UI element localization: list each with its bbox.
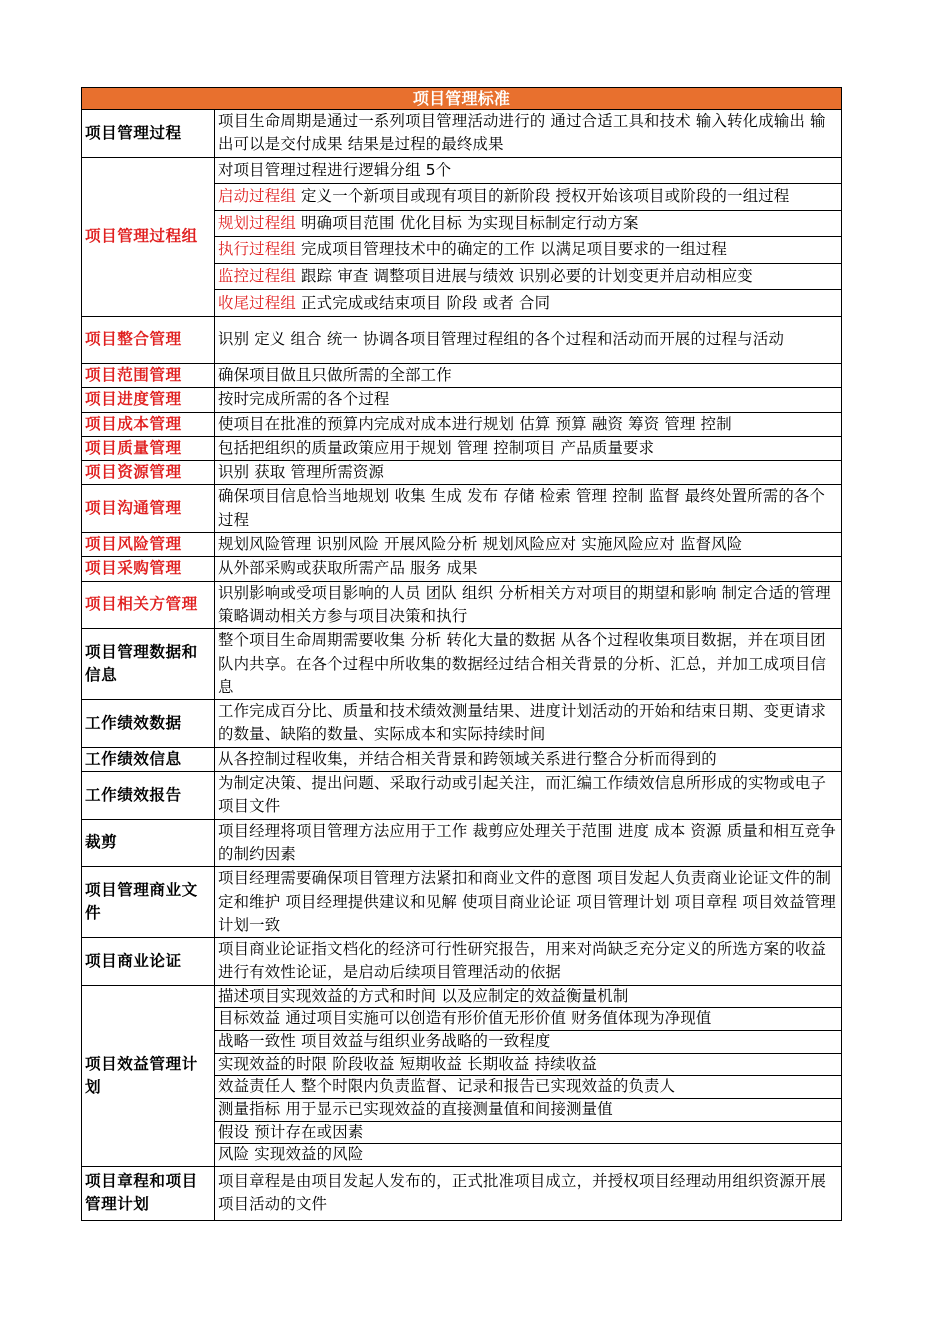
row-content: 从外部采购或获取所需产品 服务 成果 [215, 557, 842, 581]
table-row [82, 629, 842, 700]
table-row [82, 316, 842, 363]
line-text: 跟踪 审查 调整项目进展与绩效 识别必要的计划变更并启动相应变 [295, 266, 753, 285]
table-row [82, 110, 842, 158]
row-content-line [215, 985, 842, 1008]
row-label: 项目质量管理 [82, 436, 215, 460]
table-row [82, 157, 842, 184]
table-row [82, 1166, 842, 1220]
table-row [82, 485, 842, 533]
row-label: 项目整合管理 [82, 316, 215, 363]
row-content: 使项目在批准的预算内完成对成本进行规划 估算 预算 融资 筹资 管理 控制 [215, 412, 842, 436]
row-label: 工作绩效报告 [82, 772, 215, 820]
row-content-line [215, 210, 842, 237]
row-label: 裁剪 [82, 819, 215, 867]
line-text: 效益责任人 整个时限内负责监督、记录和报告已实现效益的负责人 [218, 1077, 676, 1096]
row-label: 工作绩效数据 [82, 700, 215, 748]
row-label: 项目相关方管理 [82, 581, 215, 629]
table-row [82, 985, 842, 1008]
line-text: 明确项目范围 优化目标 为实现目标制定行动方案 [295, 213, 639, 232]
row-content: 识别影响或受项目影响的人员 团队 组织 分析相关方对项目的期望和影响 制定合适的管理策略调动相关方参与项目决策和执行 [215, 581, 842, 629]
row-content: 包括把组织的质量政策应用于规划 管理 控制项目 产品质量要求 [215, 436, 842, 460]
table-row [82, 819, 842, 867]
line-text: 假设 预计存在或因素 [218, 1122, 364, 1141]
table-row [82, 557, 842, 581]
line-text: 测量指标 用于显示已实现效益的直接测量值和间接测量值 [218, 1099, 613, 1118]
table-row [82, 388, 842, 412]
row-content: 识别 定义 组合 统一 协调各项目管理过程组的各个过程和活动而开展的过程与活动 [215, 316, 842, 363]
row-content-line [215, 1076, 842, 1099]
row-label: 项目管理过程 [82, 110, 215, 158]
row-label: 项目管理商业文件 [82, 867, 215, 938]
row-content-line [215, 263, 842, 290]
row-content: 工作完成百分比、质量和技术绩效测量结果、进度计划活动的开始和结束日期、变更请求的数量、缺陷的数量、实际成本和实际持续时间 [215, 700, 842, 748]
row-content: 项目经理将项目管理方法应用于工作 裁剪应处理关于范围 进度 成本 资源 质量和相互竞争的制约因素 [215, 819, 842, 867]
process-group-term: 监控过程组 [218, 266, 296, 285]
process-group-term: 规划过程组 [218, 213, 296, 232]
row-label: 项目采购管理 [82, 557, 215, 581]
table-row [82, 938, 842, 986]
row-label: 工作绩效信息 [82, 747, 215, 771]
table-row [82, 533, 842, 557]
row-content-line [215, 1008, 842, 1031]
row-content: 按时完成所需的各个过程 [215, 388, 842, 412]
table-row [82, 700, 842, 748]
row-content-line [215, 1031, 842, 1054]
row-content: 项目章程是由项目发起人发布的，正式批准项目成立，并授权项目经理动用组织资源开展项目活动的文件 [215, 1166, 842, 1220]
row-label: 项目商业论证 [82, 938, 215, 986]
row-content-line [215, 1144, 842, 1167]
row-label: 项目章程和项目管理计划 [82, 1166, 215, 1220]
line-text: 对项目管理过程进行逻辑分组 5个 [218, 160, 452, 179]
table-row [82, 581, 842, 629]
standards-table [81, 87, 842, 1221]
table-title-row [82, 88, 842, 110]
line-text: 完成项目管理技术中的确定的工作 以满足项目要求的一组过程 [295, 240, 728, 259]
row-content-line [215, 1053, 842, 1076]
row-content-line [215, 1121, 842, 1144]
line-text: 描述项目实现效益的方式和时间 以及应制定的效益衡量机制 [218, 986, 629, 1005]
row-label: 项目风险管理 [82, 533, 215, 557]
line-text: 实现效益的时限 阶段收益 短期收益 长期收益 持续收益 [218, 1054, 597, 1073]
line-text: 正式完成或结束项目 阶段 或者 合同 [295, 293, 551, 312]
table-row [82, 461, 842, 485]
row-content: 识别 获取 管理所需资源 [215, 461, 842, 485]
process-group-term: 启动过程组 [218, 187, 296, 206]
row-content: 为制定决策、提出问题、采取行动或引起关注，而汇编工作绩效信息所形成的实物或电子项目文件 [215, 772, 842, 820]
row-content-line [215, 184, 842, 211]
line-text: 目标效益 通过项目实施可以创造有形价值无形价值 财务值体现为净现值 [218, 1009, 712, 1028]
row-content: 确保项目信息恰当地规划 收集 生成 发布 存储 检索 管理 控制 监督 最终处置所需的各个过程 [215, 485, 842, 533]
table-title: 项目管理标准 [82, 88, 842, 110]
table-row [82, 747, 842, 771]
row-label: 项目沟通管理 [82, 485, 215, 533]
row-content-line [215, 157, 842, 184]
line-text: 战略一致性 项目效益与组织业务战略的一致程度 [218, 1032, 551, 1050]
row-content: 项目生命周期是通过一系列项目管理活动进行的 通过合适工具和技术 输入转化成输出 输出可以是交付成果 结果是过程的最终成果 [215, 110, 842, 158]
line-text: 风险 实现效益的风险 [218, 1145, 364, 1164]
row-content-line [215, 290, 842, 317]
row-label: 项目管理数据和信息 [82, 629, 215, 700]
table-row [82, 772, 842, 820]
table-row [82, 867, 842, 938]
table-row [82, 436, 842, 460]
row-label: 项目管理过程组 [82, 157, 215, 316]
row-label: 项目资源管理 [82, 461, 215, 485]
row-content: 项目经理需要确保项目管理方法紧扣和商业文件的意图 项目发起人负责商业论证文件的制定和维护 项目经理提供建议和见解 使项目商业论证 项目管理计划 项目章程 项目效益管理计划一致 [215, 867, 842, 938]
row-label: 项目效益管理计划 [82, 985, 215, 1166]
row-content-line [215, 1098, 842, 1121]
row-label: 项目范围管理 [82, 363, 215, 387]
line-text: 定义一个新项目或现有项目的新阶段 授权开始该项目或阶段的一组过程 [295, 187, 790, 206]
table-row [82, 412, 842, 436]
process-group-term: 执行过程组 [218, 240, 296, 259]
document [81, 87, 841, 1221]
row-content: 整个项目生命周期需要收集 分析 转化大量的数据 从各个过程收集项目数据，并在项目团队内共享。在各个过程中所收集的数据经过结合相关背景的分析、汇总，并加工成项目信息 [215, 629, 842, 700]
table-row [82, 363, 842, 387]
process-group-term: 收尾过程组 [218, 293, 296, 312]
row-content-line [215, 237, 842, 264]
row-content: 确保项目做且只做所需的全部工作 [215, 363, 842, 387]
row-content: 规划风险管理 识别风险 开展风险分析 规划风险应对 实施风险应对 监督风险 [215, 533, 842, 557]
row-label: 项目进度管理 [82, 388, 215, 412]
row-content: 从各控制过程收集，并结合相关背景和跨领域关系进行整合分析而得到的 [215, 747, 842, 771]
row-label: 项目成本管理 [82, 412, 215, 436]
row-content: 项目商业论证指文档化的经济可行性研究报告，用来对尚缺乏充分定义的所选方案的收益进行有效性论证，是启动后续项目管理活动的依据 [215, 938, 842, 986]
